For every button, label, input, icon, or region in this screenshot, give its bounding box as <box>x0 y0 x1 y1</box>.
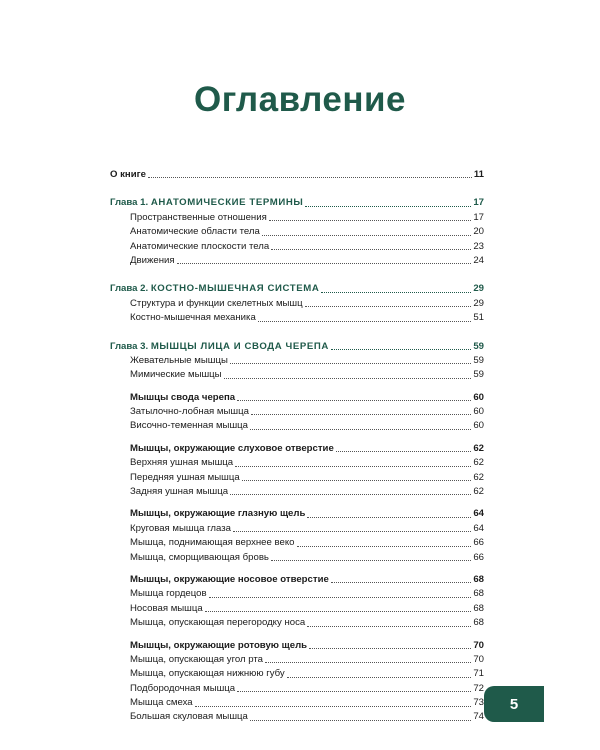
toc-entry-page: 64 <box>473 508 484 520</box>
toc-section[interactable] <box>110 442 484 456</box>
toc-entry-page: 72 <box>473 682 484 694</box>
toc-entry[interactable] <box>110 240 484 254</box>
toc-chapter-3[interactable] <box>110 340 484 354</box>
dot-leader <box>242 480 472 481</box>
toc-entry[interactable] <box>110 522 484 536</box>
toc-entry[interactable] <box>110 653 484 667</box>
dot-leader <box>251 414 471 415</box>
toc-entry-about[interactable] <box>110 168 484 182</box>
toc-entry[interactable] <box>110 616 484 630</box>
toc-entry-page: 64 <box>473 522 484 534</box>
chapter-prefix: Глава 3. <box>110 340 149 352</box>
toc-entry-label: Мышца, поднимающая верхнее веко <box>130 537 295 549</box>
toc-section-label: Мышцы, окружающие глазную щель <box>130 508 306 520</box>
toc-entry[interactable] <box>110 711 484 725</box>
toc-entry-label: Задняя ушная мышца <box>130 486 229 498</box>
toc-entry-page: 17 <box>473 197 484 209</box>
toc-entry[interactable] <box>110 471 484 485</box>
dot-leader <box>331 349 471 350</box>
toc-entry-page: 17 <box>473 211 484 223</box>
chapter-title: АНАТОМИЧЕСКИЕ ТЕРМИНЫ <box>150 197 304 209</box>
chapter-title: КОСТНО-МЫШЕЧНАЯ СИСТЕМА <box>150 283 320 295</box>
dot-leader <box>331 582 472 583</box>
toc-entry[interactable] <box>110 456 484 470</box>
toc-entry[interactable] <box>110 536 484 550</box>
toc-entry-page: 62 <box>473 442 484 454</box>
toc-entry[interactable] <box>110 354 484 368</box>
toc-entry-label: Мимические мышцы <box>130 369 222 381</box>
toc-entry[interactable] <box>110 311 484 325</box>
page-number-tab <box>484 686 544 722</box>
dot-leader <box>305 206 471 207</box>
toc-entry-label: Мышца смеха <box>130 697 193 709</box>
toc-entry-page: 62 <box>473 457 484 469</box>
dot-leader <box>269 220 472 221</box>
toc-section-label: Мышцы, окружающие ротовую щель <box>130 639 308 651</box>
toc-entry-page: 68 <box>473 602 484 614</box>
toc-entry[interactable] <box>110 696 484 710</box>
toc-entry-label: Мышца гордецов <box>130 588 207 600</box>
toc-entry-page: 68 <box>473 617 484 629</box>
toc-entry-page: 59 <box>473 340 484 352</box>
toc-section[interactable] <box>110 573 484 587</box>
toc-entry[interactable] <box>110 225 484 239</box>
toc-entry-page: 62 <box>473 471 484 483</box>
dot-leader <box>321 292 471 293</box>
dot-leader <box>177 263 472 264</box>
toc-entry-label: Носовая мышца <box>130 602 203 614</box>
dot-leader <box>209 597 472 598</box>
dot-leader <box>265 662 471 663</box>
toc-entry-label: Структура и функции скелетных мышц <box>130 297 303 309</box>
page-title: Оглавление <box>193 80 407 119</box>
toc-section[interactable] <box>110 639 484 653</box>
toc-entry-page: 66 <box>473 537 484 549</box>
toc-entry-page: 20 <box>473 226 484 238</box>
toc-entry-page: 60 <box>473 406 484 418</box>
dot-leader <box>195 706 472 707</box>
toc-section-label: Мышцы, окружающие слуховое отверстие <box>130 442 334 454</box>
toc-entry-label: Анатомические плоскости тела <box>130 240 270 252</box>
toc-entry-page: 68 <box>473 573 484 585</box>
table-of-contents <box>110 168 484 725</box>
toc-entry-page: 59 <box>473 369 484 381</box>
toc-entry-label: Передняя ушная мышца <box>130 471 240 483</box>
dot-leader <box>233 531 471 532</box>
toc-entry-page: 60 <box>473 391 484 403</box>
dot-leader <box>307 517 471 518</box>
toc-section-label: Мышцы, окружающие носовое отверстие <box>130 573 329 585</box>
dot-leader <box>297 546 472 547</box>
toc-section[interactable] <box>110 507 484 521</box>
chapter-heading <box>110 196 303 210</box>
chapter-heading <box>110 340 329 354</box>
dot-leader <box>250 429 471 430</box>
chapter-heading <box>110 282 319 296</box>
toc-entry[interactable] <box>110 297 484 311</box>
dot-leader <box>230 363 471 364</box>
toc-entry-page: 59 <box>473 354 484 366</box>
toc-entry-page: 60 <box>473 420 484 432</box>
dot-leader <box>307 626 471 627</box>
dot-leader <box>258 321 472 322</box>
toc-entry[interactable] <box>110 682 484 696</box>
toc-entry[interactable] <box>110 602 484 616</box>
toc-entry[interactable] <box>110 419 484 433</box>
toc-entry-label: Анатомические области тела <box>130 226 260 238</box>
toc-entry-label: Височно-теменная мышца <box>130 420 248 432</box>
toc-entry-label: Большая скуловая мышца <box>130 711 248 723</box>
toc-section[interactable] <box>110 391 484 405</box>
toc-entry-label: Пространственные отношения <box>130 211 267 223</box>
dot-leader <box>287 677 472 678</box>
dot-leader <box>237 691 471 692</box>
toc-entry[interactable] <box>110 587 484 601</box>
toc-entry-label: Подбородочная мышца <box>130 682 236 694</box>
toc-entry-page: 74 <box>473 711 484 723</box>
toc-entry-page: 71 <box>473 668 484 680</box>
toc-entry[interactable] <box>110 405 484 419</box>
toc-entry-label: Мышца, опускающая перегородку носа <box>130 617 306 629</box>
toc-section-label: Мышцы свода черепа <box>130 391 236 403</box>
toc-entry-page: 70 <box>473 653 484 665</box>
toc-entry[interactable] <box>110 368 484 382</box>
dot-leader <box>262 235 471 236</box>
toc-chapter-2[interactable] <box>110 282 484 296</box>
toc-entry-page: 70 <box>473 639 484 651</box>
toc-entry-label: Костно-мышечная механика <box>130 312 256 324</box>
dot-leader <box>205 611 472 612</box>
toc-entry-page: 73 <box>473 697 484 709</box>
chapter-title: МЫШЦЫ ЛИЦА И СВОДА ЧЕРЕПА <box>150 340 329 352</box>
toc-entry-page: 29 <box>473 297 484 309</box>
toc-entry[interactable] <box>110 667 484 681</box>
toc-entry-page: 23 <box>473 240 484 252</box>
chapter-prefix: Глава 1. <box>110 197 149 209</box>
toc-entry-label: Мышца, опускающая угол рта <box>130 653 264 665</box>
dot-leader <box>235 466 471 467</box>
toc-entry-label: Мышца, опускающая нижнюю губу <box>130 668 285 680</box>
dot-leader <box>224 378 472 379</box>
toc-chapter-1[interactable] <box>110 196 484 210</box>
toc-entry-page: 66 <box>473 551 484 563</box>
toc-entry-page: 29 <box>473 283 484 295</box>
toc-entry-page: 51 <box>473 312 484 324</box>
toc-entry-label: Мышца, сморщивающая бровь <box>130 551 269 563</box>
toc-entry-label: О книге <box>110 168 146 180</box>
dot-leader <box>230 494 471 495</box>
toc-entry-label: Затылочно-лобная мышца <box>130 406 249 418</box>
toc-entry-label: Верхняя ушная мышца <box>130 457 234 469</box>
toc-entry-label: Движения <box>130 254 175 266</box>
toc-entry[interactable] <box>110 254 484 268</box>
toc-entry[interactable] <box>110 551 484 565</box>
toc-entry-page: 68 <box>473 588 484 600</box>
toc-entry-page: 24 <box>473 254 484 266</box>
dot-leader <box>271 560 471 561</box>
chapter-prefix: Глава 2. <box>110 283 149 295</box>
toc-entry-label: Жевательные мышцы <box>130 354 228 366</box>
toc-entry-page: 62 <box>473 486 484 498</box>
dot-leader <box>305 306 472 307</box>
dot-leader <box>336 451 472 452</box>
toc-entry-label: Круговая мышца глаза <box>130 522 231 534</box>
toc-entry-page: 11 <box>473 168 484 180</box>
dot-leader <box>250 720 471 721</box>
page-number: 5 <box>509 695 519 713</box>
dot-leader <box>237 400 471 401</box>
toc-entry[interactable] <box>110 211 484 225</box>
dot-leader <box>309 648 471 649</box>
dot-leader <box>271 249 471 250</box>
toc-entry[interactable] <box>110 485 484 499</box>
dot-leader <box>148 177 472 178</box>
